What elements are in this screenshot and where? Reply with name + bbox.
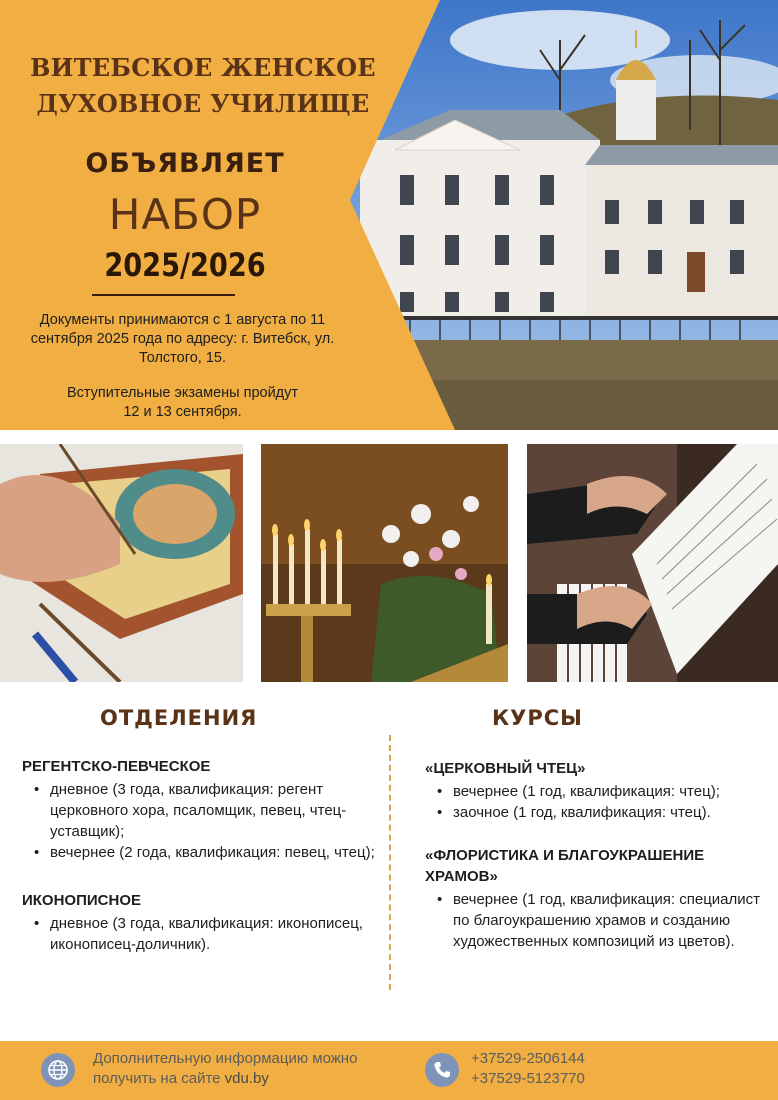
course-reader-list [425,781,770,823]
website-link[interactable]: vdu.by [224,1070,269,1087]
department-icon-painting-list [22,913,382,955]
year-underline [92,294,235,296]
org-title [18,50,388,122]
list-item: • дневное (3 года, квалификация: иконописец, иконописец-доличник). [22,913,382,955]
documents-info-line1: Документы принимаются с 1 августа по 11 [39,312,326,328]
footer-info-text: получить на сайте [93,1070,221,1087]
footer-info-line2 [93,1069,393,1089]
phone-number-1[interactable]: +37529-2506144 [471,1050,585,1067]
dashed-divider [389,735,391,990]
documents-info [10,311,355,368]
phone-icon [425,1053,459,1087]
list-item: • дневное (3 года, квалификация: регент церковного хора, псаломщик, певец, чтец-уставщик); [22,779,382,842]
exams-info-line2: 12 и 13 сентября. [123,404,242,420]
globe-icon [41,1053,75,1087]
list-item: • заочное (1 год, квалификация: чтец). [425,802,770,823]
phone-number-2[interactable]: +37529-5123770 [471,1070,585,1087]
course-reader-title: «ЦЕРКОВНЫЙ ЧТЕЦ» [425,760,586,777]
icon-painting-photo [0,444,243,682]
department-regency-title: РЕГЕНТСКО-ПЕВЧЕСКОЕ [22,758,211,775]
course-floristry-title: «ФЛОРИСТИКА И БЛАГОУКРАШЕНИЕ ХРАМОВ» [425,847,705,885]
phone-numbers [471,1049,671,1089]
footer-info [93,1049,393,1089]
academic-year: 2025/2026 [104,246,266,284]
list-item: • вечернее (1 год, квалификация: чтец); [425,781,770,802]
department-regency-list [22,779,382,863]
admission-heading: НАБОР [108,190,262,239]
department-icon-painting-title: ИКОНОПИСНОЕ [22,892,142,909]
exams-info [10,384,355,422]
hero-section [0,0,778,430]
departments-title: ОТДЕЛЕНИЯ [100,706,258,730]
courses-column [425,758,770,952]
documents-info-line2: сентября 2025 года по адресу: г. Витебск, ул. [30,331,335,347]
org-title-line2: ДУХОВНОЕ УЧИЛИЩЕ [36,89,370,118]
course-floristry-list [425,889,770,952]
list-item: • вечернее (1 год, квалификация: специалист по благоукрашению храмов и созданию художественных композиций из цветов). [425,889,770,952]
org-title-line1: ВИТЕБСКОЕ ЖЕНСКОЕ [30,53,376,82]
church-candles-photo [261,444,508,682]
announce-heading: ОБЪЯВЛЯЕТ [85,148,285,179]
courses-title: КУРСЫ [492,706,583,730]
departments-column [22,756,382,955]
documents-info-line3: Толстого, 15. [139,350,226,366]
exams-info-line1: Вступительные экзамены пройдут [66,385,299,401]
footer-info-line1: Дополнительную информацию можно [93,1050,358,1067]
footer-bar [0,1041,778,1100]
list-item: • вечернее (2 года, квалификация: певец, чтец); [22,842,382,863]
sheet-music-piano-photo [527,444,778,682]
